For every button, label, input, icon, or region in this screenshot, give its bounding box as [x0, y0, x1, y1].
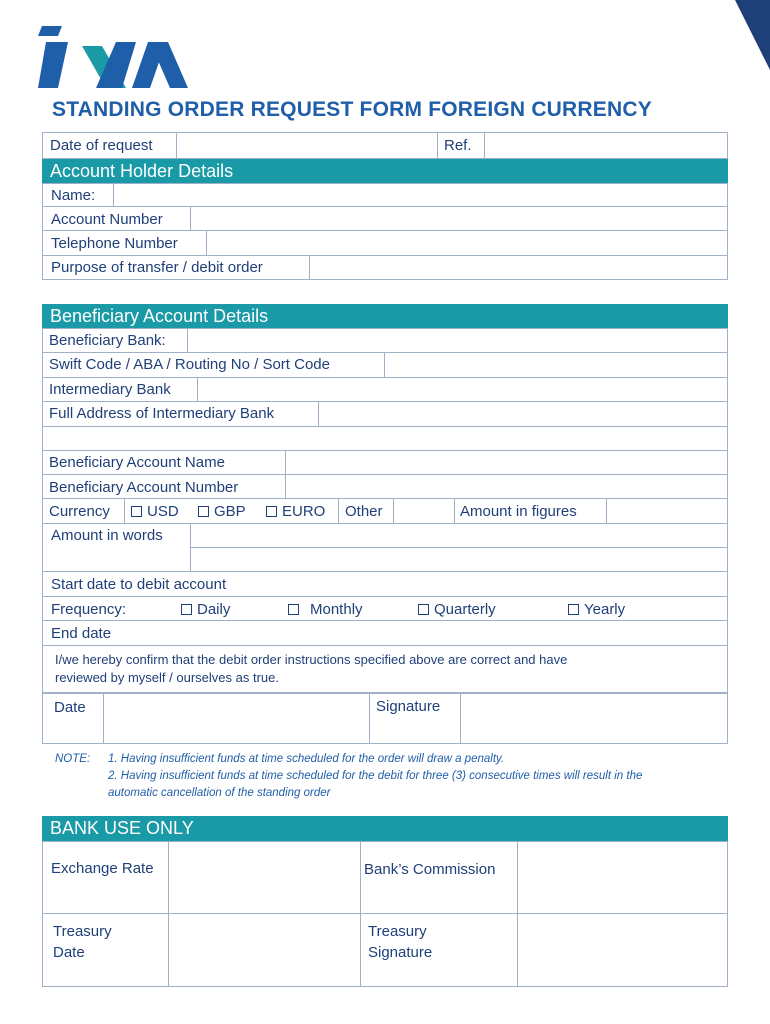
intermediary-bank-field[interactable]: [198, 378, 727, 401]
ref-label: Ref.: [444, 137, 472, 154]
beneficiary-bank-label: Beneficiary Bank:: [49, 332, 166, 349]
currency-usd-option[interactable]: USD: [131, 504, 179, 519]
amount-in-words-label: Amount in words: [51, 527, 163, 544]
date-label: Date: [54, 699, 86, 716]
telephone-number-field[interactable]: [207, 231, 727, 255]
treasury-signature-label-line1: Treasury: [368, 923, 427, 940]
account-number-field[interactable]: [191, 207, 727, 230]
treasury-date-label-line1: Treasury: [53, 923, 112, 940]
name-field[interactable]: [114, 184, 727, 206]
banks-commission-label: Bank’s Commission: [364, 861, 496, 878]
exchange-rate-field[interactable]: [169, 842, 360, 913]
gbp-checkbox[interactable]: [198, 506, 209, 517]
signature-label: Signature: [376, 698, 441, 715]
frequency-monthly-option[interactable]: Monthly: [288, 602, 363, 617]
amount-in-figures-label: Amount in figures: [460, 503, 577, 520]
account-holder-heading: Account Holder Details: [42, 159, 728, 183]
note-label: NOTE:: [55, 753, 91, 765]
corner-accent-shape: [735, 0, 770, 70]
frequency-quarterly-option[interactable]: Quarterly: [418, 602, 496, 617]
note-line-3: automatic cancellation of the standing order: [108, 787, 331, 799]
note-line-2: 2. Having insufficient funds at time scheduled for the debit for three (3) consecutive times will result in the: [108, 770, 643, 782]
quarterly-checkbox[interactable]: [418, 604, 429, 615]
purpose-label: Purpose of transfer / debit order: [51, 259, 263, 276]
treasury-date-field[interactable]: [169, 914, 360, 986]
euro-checkbox[interactable]: [266, 506, 277, 517]
start-date-label: Start date to debit account: [51, 576, 227, 593]
beneficiary-account-number-label: Beneficiary Account Number: [49, 479, 239, 496]
frequency-yearly-option[interactable]: Yearly: [568, 602, 625, 617]
frequency-daily-option[interactable]: Daily: [181, 602, 230, 617]
form-title: STANDING ORDER REQUEST FORM FOREIGN CURRENCY: [52, 98, 652, 121]
ref-field[interactable]: [485, 133, 727, 158]
beneficiary-account-number-field[interactable]: [286, 475, 727, 498]
name-label: Name:: [51, 187, 96, 204]
yearly-checkbox[interactable]: [568, 604, 579, 615]
start-date-field[interactable]: [270, 572, 727, 596]
amount-in-words-field[interactable]: [191, 524, 727, 571]
end-date-field[interactable]: [130, 621, 727, 645]
usd-checkbox[interactable]: [131, 506, 142, 517]
swift-code-label: Swift Code / ABA / Routing No / Sort Code: [49, 356, 330, 373]
beneficiary-heading: Beneficiary Account Details: [42, 304, 728, 328]
beneficiary-bank-field[interactable]: [188, 329, 727, 352]
exchange-rate-label: Exchange Rate: [51, 860, 154, 877]
signature-field[interactable]: [461, 694, 727, 743]
date-of-request-field[interactable]: [177, 133, 437, 158]
confirmation-text-line1: I/we hereby confirm that the debit order instructions specified above are correct and have: [55, 652, 568, 667]
banks-commission-field[interactable]: [518, 842, 727, 913]
svg-text:&: &: [68, 58, 93, 90]
amount-in-figures-field[interactable]: [607, 499, 727, 523]
intermediary-bank-label: Intermediary Bank: [49, 381, 171, 398]
date-field[interactable]: [104, 694, 369, 743]
beneficiary-account-name-field[interactable]: [286, 451, 727, 474]
account-number-label: Account Number: [51, 211, 163, 228]
confirmation-text-line2: reviewed by myself / ourselves as true.: [55, 670, 279, 685]
purpose-field[interactable]: [310, 256, 727, 280]
currency-gbp-option[interactable]: GBP: [198, 504, 246, 519]
currency-label: Currency: [49, 503, 110, 520]
bank-use-heading: BANK USE ONLY: [42, 816, 728, 841]
telephone-number-label: Telephone Number: [51, 235, 178, 252]
treasury-date-label-line2: Date: [53, 944, 85, 961]
currency-other-field[interactable]: [394, 499, 454, 523]
bank-logo: [38, 24, 193, 90]
currency-other-label: Other: [345, 503, 383, 520]
note-line-1: 1. Having insufficient funds at time scheduled for the order will draw a penalty.: [108, 753, 505, 765]
frequency-label: Frequency:: [51, 601, 127, 618]
end-date-label: End date: [51, 625, 112, 642]
treasury-signature-field[interactable]: [518, 914, 727, 986]
treasury-signature-label-line2: Signature: [368, 944, 433, 961]
intermediary-address-label: Full Address of Intermediary Bank: [49, 405, 275, 422]
daily-checkbox[interactable]: [181, 604, 192, 615]
beneficiary-account-name-label: Beneficiary Account Name: [49, 454, 225, 471]
intermediary-address-field-line2[interactable]: [43, 427, 727, 450]
swift-code-field[interactable]: [385, 353, 727, 377]
monthly-checkbox[interactable]: [288, 604, 299, 615]
currency-euro-option[interactable]: EURO: [266, 504, 325, 519]
date-of-request-label: Date of request: [50, 137, 153, 154]
